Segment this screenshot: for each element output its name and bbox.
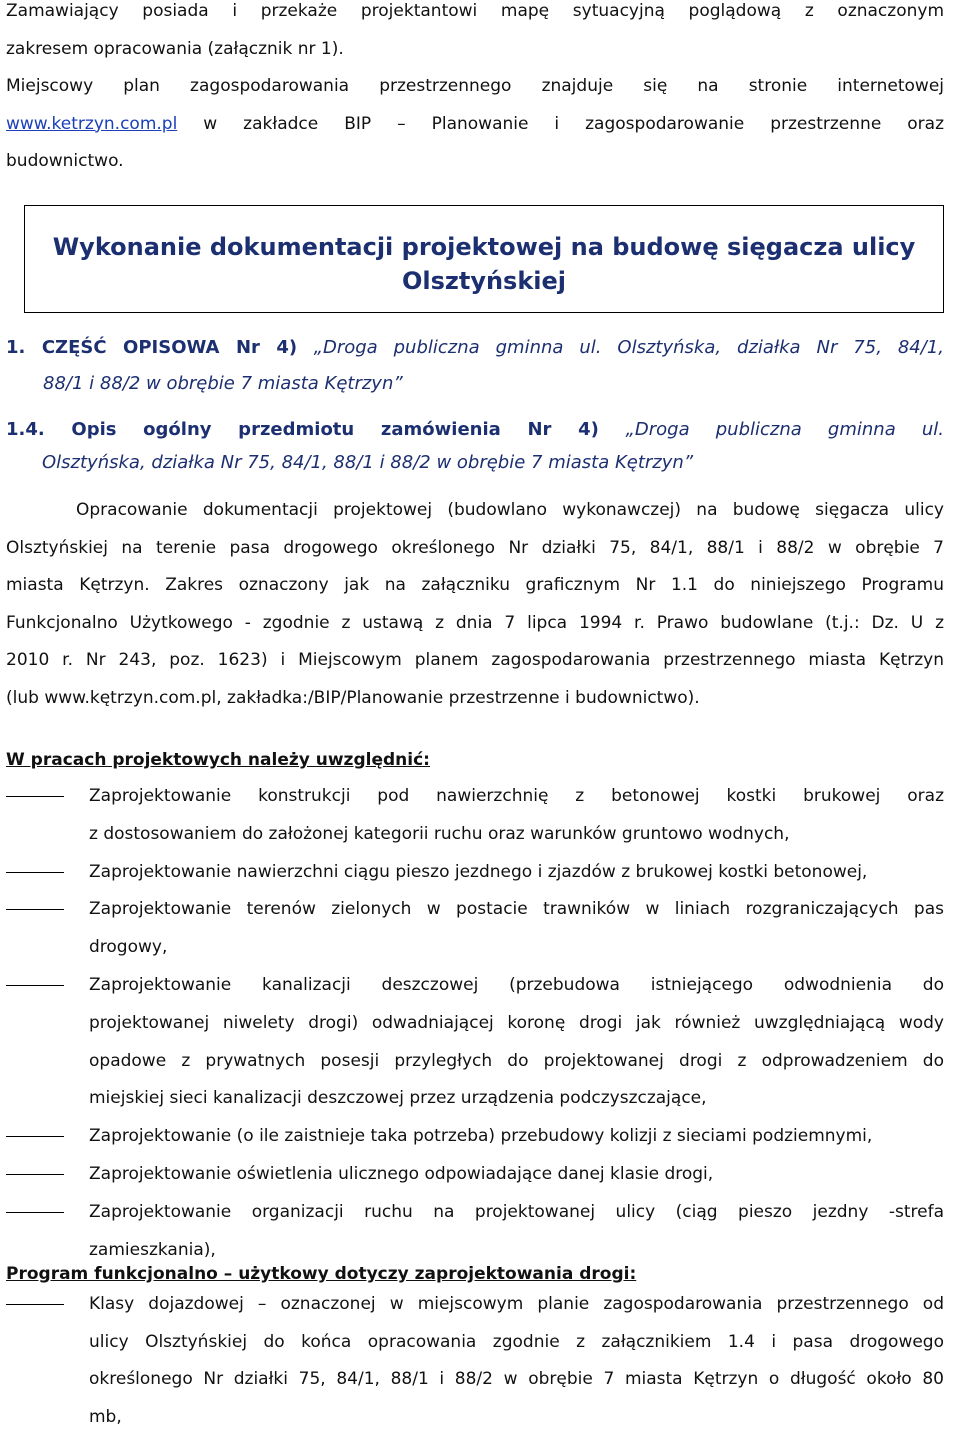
text-line: zakresem opracowania (załącznik nr 1). (6, 31, 944, 69)
text-line: (lub www.kętrzyn.com.pl, zakładka:/BIP/Planowanie przestrzenne i budownictwo). (6, 680, 944, 718)
description-paragraph (6, 492, 944, 718)
works-heading: W pracach projektowych należy uwzględnić: (6, 742, 944, 778)
list-item (6, 854, 944, 892)
list-item-line: Zaprojektowanie terenów zielonych w postacie trawników w liniach rozgraniczających pas (89, 891, 944, 929)
list-item-line: miejskiej sieci kanalizacji deszczowej przez urządzenia podczyszczające, (89, 1080, 944, 1118)
part-heading (6, 330, 944, 402)
text-line: Olsztyńskiej na terenie pasa drogowego określonego Nr działki 75, 84/1, 88/1 i 88/2 w obrębie 7 (6, 530, 944, 568)
works-section (6, 742, 944, 1269)
program-section (6, 1262, 944, 1436)
part-number: 1. CZĘŚĆ OPISOWA Nr 4) (6, 337, 314, 358)
heading-line: 88/1 i 88/2 w obrębie 7 miasta Kętrzyn” (6, 366, 944, 402)
program-list (6, 1286, 944, 1436)
heading-line (6, 330, 944, 366)
list-item (6, 1194, 944, 1270)
document-title-line: Wykonanie dokumentacji projektowej na budowę sięgacza ulicy (25, 230, 943, 264)
list-item-line: Zaprojektowanie (o ile zaistnieje taka potrzeba) przebudowy kolizji z sieciami podziemnymi, (89, 1118, 944, 1156)
dash-bullet-icon (6, 1156, 66, 1194)
list-item-line: Zaprojektowanie oświetlenia ulicznego odpowiadające danej klasie drogi, (89, 1156, 944, 1194)
list-item-line: określonego Nr działki 75, 84/1, 88/1 i 88/2 w obrębie 7 miasta Kętrzyn o długość około 80 (89, 1361, 944, 1399)
program-heading: Program funkcjonalno – użytkowy dotyczy zaprojektowania drogi: (6, 1262, 944, 1286)
dash-bullet-icon (6, 1194, 66, 1232)
list-item-line: drogowy, (89, 929, 944, 967)
dash-bullet-icon (6, 854, 66, 892)
list-item-line: Zaprojektowanie nawierzchni ciągu pieszo jezdnego i zjazdów z brukowej kostki betonowej, (89, 854, 944, 892)
text-line: budownictwo. (6, 143, 944, 181)
title-box (24, 205, 944, 313)
list-item (6, 1156, 944, 1194)
list-item-line: mb, (89, 1399, 944, 1436)
dash-bullet-icon (6, 778, 66, 816)
list-item-line: Zaprojektowanie konstrukcji pod nawierzchnię z betonowej kostki brukowej oraz (89, 778, 944, 816)
text-line: miasta Kętrzyn. Zakres oznaczony jak na załączniku graficznym Nr 1.1 do niniejszego Programu (6, 567, 944, 605)
website-link[interactable]: www.ketrzyn.com.pl (6, 114, 177, 134)
list-item-line: zamieszkania), (89, 1232, 944, 1270)
intro-paragraph (6, 0, 944, 181)
list-item (6, 891, 944, 967)
heading-line (6, 413, 944, 446)
text-line (6, 106, 944, 144)
text-line: Zamawiający posiada i przekaże projektantowi mapę sytuacyjną poglądową z oznaczonym (6, 0, 944, 31)
dash-bullet-icon (6, 891, 66, 929)
text-line: Miejscowy plan zagospodarowania przestrzennego znajduje się na stronie internetowej (6, 68, 944, 106)
works-list (6, 778, 944, 1269)
part-name: „Droga publiczna gminna ul. Olsztyńska, działka Nr 75, 84/1, (314, 337, 944, 358)
dash-bullet-icon (6, 1118, 66, 1156)
list-item-line: ulicy Olsztyńskiej do końca opracowania zgodnie z załącznikiem 1.4 i pasa drogowego (89, 1324, 944, 1362)
section-name: „Droga publiczna gminna ul. (626, 419, 944, 440)
list-item (6, 967, 944, 1118)
dash-bullet-icon (6, 1286, 66, 1324)
list-item-line: Zaprojektowanie kanalizacji deszczowej (przebudowa istniejącego odwodnienia do (89, 967, 944, 1005)
dash-bullet-icon (6, 967, 66, 1005)
text-line: 2010 r. Nr 243, poz. 1623) i Miejscowym planem zagospodarowania przestrzennego miasta Kętrzyn (6, 642, 944, 680)
list-item-line: projektowanej niwelety drogi) odwadniającej koronę drogi jak również uwzględniającą wody (89, 1005, 944, 1043)
document-title-line: Olsztyńskiej (25, 264, 943, 298)
list-item-line: Zaprojektowanie organizacji ruchu na projektowanej ulicy (ciąg pieszo jezdny -strefa (89, 1194, 944, 1232)
list-item (6, 1286, 944, 1436)
section-number: 1.4. Opis ogólny przedmiotu zamówienia Nr 4) (6, 419, 626, 440)
section-heading (6, 413, 944, 479)
list-item (6, 1118, 944, 1156)
text-fragment: w zakładce BIP – Planowanie i zagospodarowanie przestrzenne oraz (177, 114, 944, 134)
list-item-line: Klasy dojazdowej – oznaczonej w miejscowym planie zagospodarowania przestrzennego od (89, 1286, 944, 1324)
text-line: Funkcjonalno Użytkowego - zgodnie z ustawą z dnia 7 lipca 1994 r. Prawo budowlane (t.j.: Dz. U z (6, 605, 944, 643)
text-line: Opracowanie dokumentacji projektowej (budowlano wykonawczej) na budowę sięgacza ulicy (6, 492, 944, 530)
heading-line: Olsztyńska, działka Nr 75, 84/1, 88/1 i 88/2 w obrębie 7 miasta Kętrzyn” (6, 446, 944, 479)
list-item-line: z dostosowaniem do założonej kategorii ruchu oraz warunków gruntowo wodnych, (89, 816, 944, 854)
list-item (6, 778, 944, 854)
list-item-line: opadowe z prywatnych posesji przyległych do projektowanej drogi z odprowadzeniem do (89, 1043, 944, 1081)
